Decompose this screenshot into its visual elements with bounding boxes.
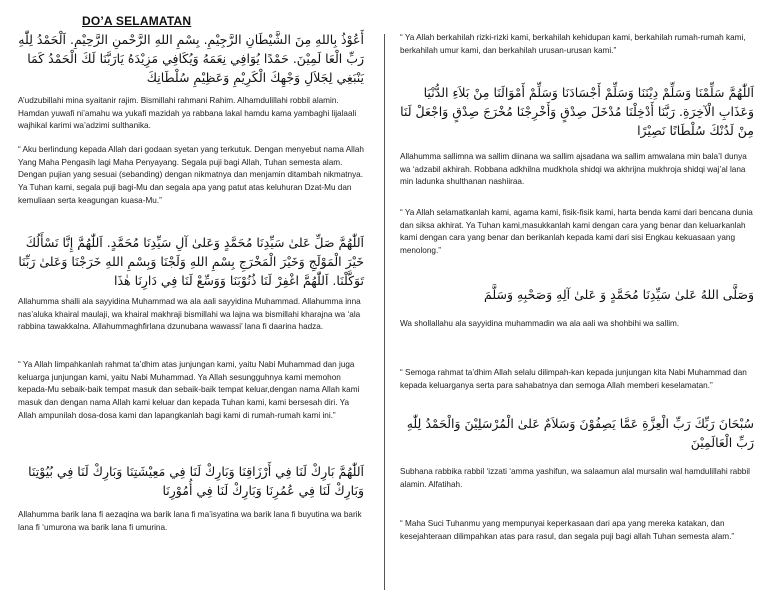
arabic-closing-shalawat: وَصَلَّى اللهُ عَلىٰ سَيِّدِنَا مُحَمَّدٍ وَ عَلىٰ آلِهِ وَصَحْبِهِ وَسَلَّمَ bbox=[484, 287, 754, 302]
arabic-shalawat-prayer: اَللّٰهُمَّ صَلِّ عَلىٰ سَيِّدِنَا مُحَمَّدٍ وَعَلىٰ آلِ سَيِّدِنَا مُحَمَّدٍ. اَللّٰهُمَّ إِنَّا نَسْأَلُكَ خَيْرَ الْمَوْلَجِ وَخَيْرَ الْمَخْرَجِ بِسْمِ اللهِ وَلَجْنَا وَبِسْمِ اللهِ خَرَجْنَا وَعَلىٰ رَبِّنَا تَوَكَّلْنَا. اَللّٰهُمَّ اغْفِرْ لَنَا ذُنُوْبَنَا وَوَسِّعْ لَنَا فِي دَارِنَا هٰذَا bbox=[18, 235, 364, 288]
latin-subhana-rabbika: Subhana rabbika rabbil ‘izzati ‘amma yashifun, wa salaamun alal mursalin wal hamdulillahi rabbil alamin. Alfatihah. bbox=[400, 467, 750, 489]
arabic-blessing-prayer: اَللّٰهُمَّ بَارِكْ لَنَا فِي أَرْزَاقِنَا وَبَارِكْ لَنَا فِي مَعِيْشَتِنَا وَبَارِكْ لَنَا فِي بُيُوْتِنَا وَبَارِكْ لَنَا فِي عُمُرِنَا وَبَارِكْ لَنَا فِي أُمُوْرِنَا bbox=[28, 464, 364, 498]
translation-closing-shalawat: “ Semoga rahmat ta’dhim Allah selalu dilimpah-kan kepada junjungan kita Nabi Muhammad dan kepada keluarganya serta para sahabatnya dan semoga Allah memberi keselamatan.” bbox=[400, 368, 747, 390]
arabic-safety-prayer: اَللّٰهُمَّ سَلِّمْنَا وَسَلِّمْ دِيْنَنَا وَسَلِّمْ أَجْسَادَنَا وَسَلِّمْ أَمْوَالَنَا مِنْ بَلاَءِ الدُّنْيَا وَعَذَابِ الْآخِرَةِ. رَبَّنَا أَدْخِلْنَا مُدْخَلَ صِدْقٍ وَأَخْرِجْنَا مُخْرَجَ صِدْقٍ وَاجْعَلْ لَنَا مِنْ لَدُنْكَ سُلْطَانًا نَصِيْرًا bbox=[400, 85, 754, 138]
translation-safety-prayer: “ Ya Allah selamatkanlah kami, agama kami, fisik-fisik kami, harta benda kami dari bencana dunia dan siksa akhirat. Ya Tuhan kami,masukkanlah kami dengan cara yang benar dan keluarkanlah kami dengan cara yang benar dan berikanlah kepada kami dari sisi Engkau kekuasaan yang menolong.” bbox=[400, 208, 753, 256]
latin-blessing-prayer: Allahumma barik lana fi aezaqina wa barik lana fi ma’isyatina wa barik lana fi buyutina wa barik lana fi ‘umurona wa barik lana fi umurina. bbox=[18, 510, 362, 532]
translation-shalawat-prayer: “ Ya Allah limpahkanlah rahmat ta’dhim atas junjungan kami, yaitu Nabi Muhammad dan juga keluarga junjungan kami, yaitu Nabi Muhammad. Ya Allah sesungguhnya kami memohon kepada-Mu sebaik-baik tempat masuk dan sebaik-baik tempat keluar,dengan nama Allah kami masuk dan dengan nama Allah kami keluar dan kepada Tuhan kami, kami bersesah diri. Ya Allah ampunilah dosa-dosa kami dan lapangkanlah bagi kami di rumah-rumah kami ini.” bbox=[18, 360, 360, 420]
arabic-subhana-rabbika: سُبْحَانَ رَبِّكَ رَبِّ الْعِزَّةِ عَمَّا يَصِفُوْنَ وَسَلاَمٌ عَلىٰ الْمُرْسَلِيْنَ وَالْحَمْدُ لِلّٰهِ رَبِّ الْعَالَمِيْنَ bbox=[406, 416, 754, 450]
arabic-opening-prayer: أَعُوْذُ بِاللهِ مِنَ الشَّيْطَانِ الرَّجِيْمِ. بِسْمِ اللهِ الرَّحْمنِ الرَّحِيْمِ. اَلْحَمْدُ لِلّٰهِ رَبِّ الْعَا لَمِيْنَ. حَمْدًا يُوَافِي نِعَمَهُ وَيُكَافِي مَزِيْدَهُ يَارَبَّنَا لَكَ الْحَمْدُ كَمَا يَنْبَغِي لِجَلاَلِ وَجْهِكَ الْكَرِيْمِ وَعَظِيْمِ سُلْطَانِكَ bbox=[18, 32, 364, 85]
latin-opening-prayer: A’udzubillahi mina syaitanir rajim. Bismillahi rahmani Rahim. Alhamdulillahi robbil alamin. Hamdan yuwafi ni’amahu wa yukafi mazidah ya rabbana lakal hamdu kama yambaghi lijalaali wajhikal karimi wa’adzimi sulthanika. bbox=[18, 96, 357, 131]
translation-blessing-prayer: “ Ya Allah berkahilah rizki-rizki kami, berkahilah kehidupan kami, berkahilah rumah-rumah kami, berkahilah umur kami, dan berkahilah urusan-urusan kami.” bbox=[400, 33, 746, 55]
latin-shalawat-prayer: Allahumma shalli ala sayyidina Muhammad wa ala aali sayyidina Muhammad. Allahumma inna nas’aluka khairal maulaji, wa khairal makhraji bismillahi wa lajna wa bismillahi kharajna wa ‘ala rabbina tawakkalna. Allahummaghfirlana dzunubana wawassi’ lana fi daarina hadza. bbox=[18, 297, 361, 332]
column-divider bbox=[384, 34, 385, 590]
latin-safety-prayer: Allahumma sallimna wa sallim diinana wa sallim ajsadana wa sallim amwalana min bala’I dunya wa ‘adzabil akhirah. Robbana adkhilna mudkhola shidqi wa akhrijna mukhroja shidqi waj’al lana min ladunka shulthanan nashiiraa. bbox=[400, 152, 747, 187]
page-title: DO’A SELAMATAN bbox=[82, 14, 192, 28]
latin-closing-shalawat: Wa shollallahu ala sayyidina muhammadin wa ala aali wa shohbihi wa sallim. bbox=[400, 319, 680, 328]
translation-opening-prayer: “ Aku berlindung kepada Allah dari godaan syetan yang terkutuk. Dengan menyebut nama Allah Yang Maha Pengasih lagi Maha Penyayang. Segala puji bagi Allah, Tuhan semesta alam. Dengan pujian yang sesuai (sebanding) dengan nikmatnya dan menjamin ditambah nikmatnya. Ya Tuhan kami, segala puji bagi-Mu dan segala apa yang patut atas keluhuran Dzat-Mu dan kemuliaan serta keagungan kuasa-Mu.” bbox=[18, 145, 364, 205]
translation-subhana-rabbika: “ Maha Suci Tuhanmu yang mempunyai keperkasaan dari apa yang mereka katakan, dan kesejahteraan dilimpahkan atas para rasul, dan segala puji bagi allah Tuhan semesta alam.” bbox=[400, 519, 735, 541]
